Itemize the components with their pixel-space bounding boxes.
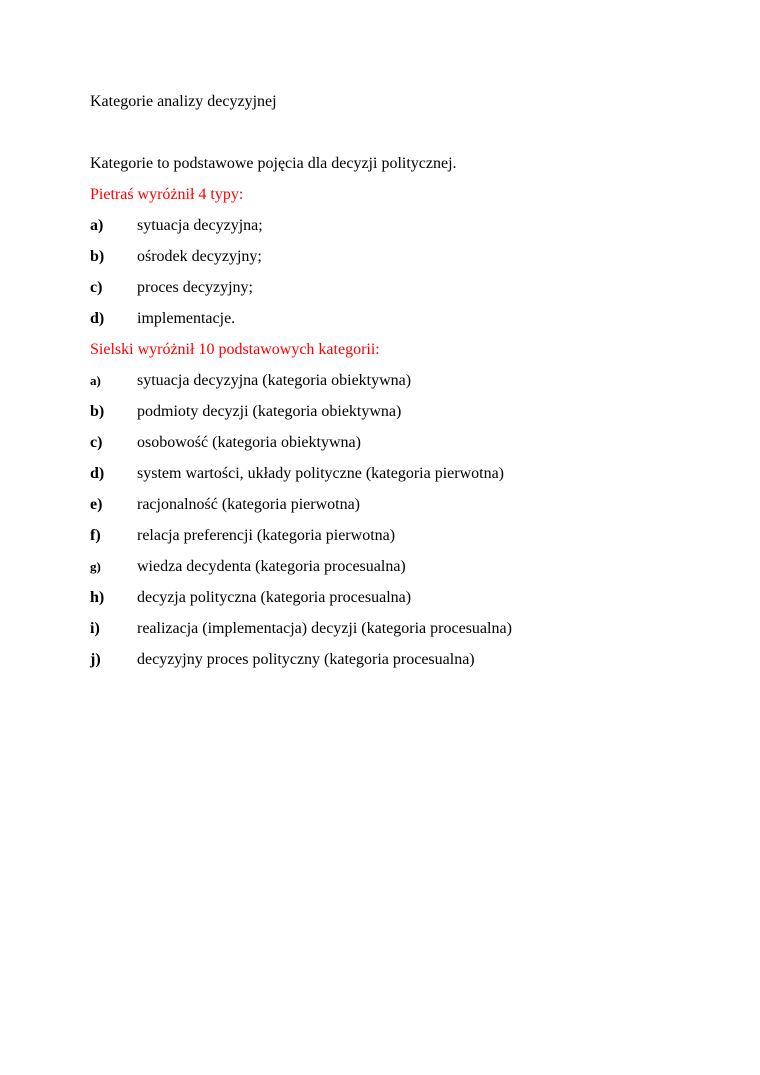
list-item-text: wiedza decydenta (kategoria procesualna) — [137, 558, 406, 575]
list-item — [90, 272, 675, 303]
list-item-label: d) — [90, 310, 105, 327]
pietras-type-list — [90, 210, 675, 334]
list-item-label: b) — [90, 248, 105, 265]
list-item-text: decyzyjny proces polityczny (kategoria procesualna) — [137, 651, 475, 668]
list-item — [90, 582, 675, 613]
list-item-text: implementacje. — [137, 310, 236, 327]
list-item-label: f) — [90, 527, 101, 544]
list-item-text: system wartości, układy polityczne (kategoria pierwotna) — [137, 465, 504, 482]
section-heading-pietras: Pietraś wyróżnił 4 typy: — [90, 186, 244, 203]
list-item — [90, 365, 675, 396]
list-item-label: i) — [90, 620, 100, 637]
list-item-text: sytuacja decyzyjna; — [137, 217, 263, 234]
list-item-label: c) — [90, 434, 103, 451]
list-item-text: proces decyzyjny; — [137, 279, 253, 296]
list-item-text: decyzja polityczna (kategoria procesualna) — [137, 589, 412, 606]
document-page — [90, 86, 675, 675]
list-item — [90, 551, 675, 582]
page-title: Kategorie analizy decyzyjnej — [90, 93, 277, 110]
list-item-text: realizacja (implementacja) decyzji (kategoria procesualna) — [137, 620, 512, 637]
list-item-label: a) — [90, 217, 104, 234]
list-item-label: j) — [90, 651, 101, 668]
list-item — [90, 396, 675, 427]
intro-paragraph: Kategorie to podstawowe pojęcia dla decyzji politycznej. — [90, 155, 457, 172]
list-item-label: b) — [90, 403, 105, 420]
list-item — [90, 520, 675, 551]
list-item-text: ośrodek decyzyjny; — [137, 248, 262, 265]
list-item-text: relacja preferencji (kategoria pierwotna) — [137, 527, 396, 544]
list-item-text: osobowość (kategoria obiektywna) — [137, 434, 361, 451]
list-item — [90, 613, 675, 644]
list-item-text: sytuacja decyzyjna (kategoria obiektywna) — [137, 372, 412, 389]
list-item — [90, 210, 675, 241]
list-item — [90, 644, 675, 675]
sielski-category-list — [90, 365, 675, 675]
list-item-label: g) — [90, 559, 101, 574]
list-item-label: c) — [90, 279, 103, 296]
list-item-label: a) — [90, 373, 101, 388]
list-item — [90, 303, 675, 334]
section-heading-sielski: Sielski wyróżnił 10 podstawowych kategorii: — [90, 341, 380, 358]
list-item-label: h) — [90, 589, 105, 606]
list-item-label: d) — [90, 465, 105, 482]
list-item-text: racjonalność (kategoria pierwotna) — [137, 496, 361, 513]
list-item — [90, 241, 675, 272]
list-item — [90, 427, 675, 458]
list-item — [90, 489, 675, 520]
list-item-label: e) — [90, 496, 103, 513]
list-item — [90, 458, 675, 489]
list-item-text: podmioty decyzji (kategoria obiektywna) — [137, 403, 402, 420]
